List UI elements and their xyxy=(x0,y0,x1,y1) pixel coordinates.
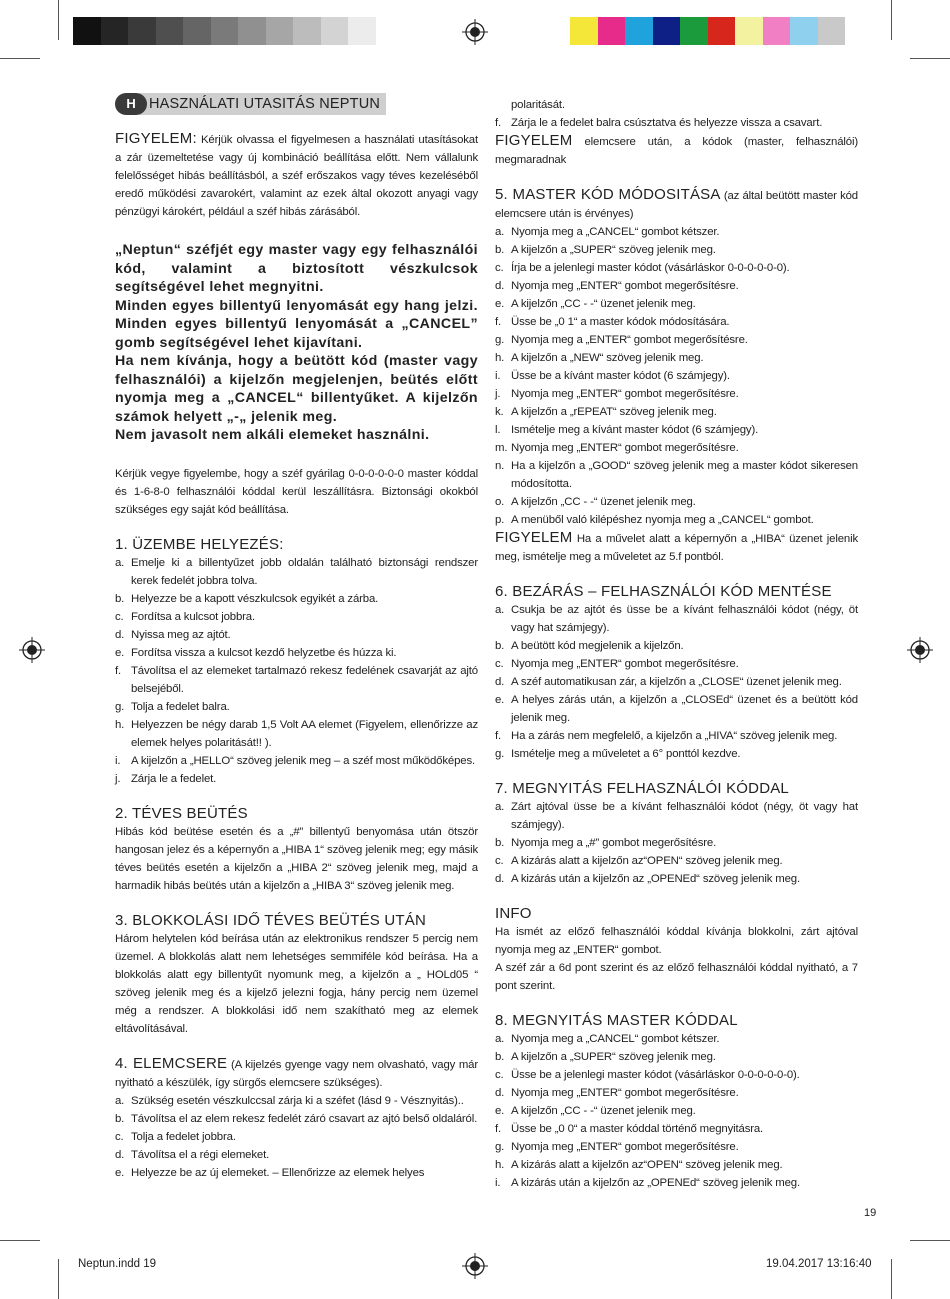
color-swatch xyxy=(763,17,791,45)
list-item xyxy=(495,385,858,403)
process-color-bar xyxy=(570,17,845,45)
list-item-marker: g. xyxy=(495,334,505,346)
list-item-marker: b. xyxy=(495,640,505,652)
list-item xyxy=(495,1156,858,1174)
list-item xyxy=(495,1138,858,1156)
list-item-marker: l. xyxy=(495,424,501,436)
list-item-marker: g. xyxy=(495,1141,505,1153)
list-item-text: Helyezze be a kapott vészkulcsok egyikét a zárba. xyxy=(131,592,379,605)
list-item xyxy=(495,259,858,277)
list-item-marker: i. xyxy=(495,370,501,382)
list-item-text: A kijelzőn „CC - -“ üzenet jelenik meg. xyxy=(511,496,696,508)
list-item-marker: b. xyxy=(495,244,505,256)
list-item-text: A kijelzőn a „NEW“ szöveg jelenik meg. xyxy=(511,352,704,364)
color-swatch xyxy=(598,17,626,45)
list-item xyxy=(495,691,858,727)
section-title: 2. TÉVES BEÜTÉS xyxy=(115,804,248,822)
list-item xyxy=(115,626,478,644)
registration-mark-icon xyxy=(462,19,488,45)
color-swatch xyxy=(818,17,846,45)
list-item-text: Nyissa meg az ajtót. xyxy=(131,628,231,641)
list-item xyxy=(495,745,858,763)
crop-mark xyxy=(58,1259,59,1299)
list-item xyxy=(495,1030,858,1048)
intro-paragraph xyxy=(115,130,478,221)
list-item-text: Helyezzen be négy darab 1,5 Volt AA elemet (Figyelem, ellenőrizze az elemek helyes polaritását!! ). xyxy=(131,718,478,749)
section-subtitle: (A kijelzés gyenge vagy nem olvasható, vagy már nyitható a készülék, így sürgős elemcsere szükséges). xyxy=(115,1058,479,1089)
list-item xyxy=(115,644,478,662)
list-item xyxy=(115,752,478,770)
color-swatch xyxy=(653,17,681,45)
list-item-marker: c. xyxy=(495,855,504,867)
section-title: 7. MEGNYITÁS FELHASZNÁLÓI KÓDDAL xyxy=(495,780,789,797)
list-item-marker: a. xyxy=(115,1094,125,1107)
list-item-text: Emelje ki a billentyűzet jobb oldalán található biztonsági rendszer kerek fedelét jobbra tolva. xyxy=(131,556,478,587)
list-item xyxy=(495,637,858,655)
list-item-marker: f. xyxy=(495,730,502,742)
list-item xyxy=(495,798,858,834)
list-item xyxy=(495,241,858,259)
info-paragraph: A széf zár a 6d pont szerint és az előző felhasználói kóddal nyitható, a 7 pont szerint. xyxy=(495,962,858,992)
crop-mark xyxy=(910,58,950,59)
list-item-text: A kijelzőn „CC - -“ üzenet jelenik meg. xyxy=(511,1105,696,1117)
list-item-marker: a. xyxy=(495,1033,505,1045)
warning-label: FIGYELEM xyxy=(495,529,573,546)
list-item xyxy=(495,1102,858,1120)
list-item-text: Nyomja meg a „CANCEL“ gombot kétszer. xyxy=(511,1033,720,1045)
list-item-marker: b. xyxy=(495,1051,505,1063)
list-item-marker: d. xyxy=(495,280,505,292)
section-title: 8. MEGNYITÁS MASTER KÓDDAL xyxy=(495,1012,738,1029)
list-item xyxy=(115,1110,478,1128)
bold-notice xyxy=(115,241,478,445)
list-item-text: Távolítsa el az elemeket tartalmazó rekesz fedelének csavarját az ajtó belsejéből. xyxy=(131,664,478,695)
footer-timestamp: 19.04.2017 13:16:40 xyxy=(766,1258,872,1270)
battery-steps-continued xyxy=(495,96,858,132)
list-item-marker: c. xyxy=(115,1130,124,1143)
list-item-text: A kijelzőn a „SUPER“ szöveg jelenik meg. xyxy=(511,1051,716,1063)
list-item xyxy=(495,367,858,385)
list-item-text: Távolítsa el az elem rekesz fedelét záró csavart az ajtó belső oldaláról. xyxy=(131,1112,478,1125)
section-title: 4. ELEMCSERE xyxy=(115,1054,228,1072)
list-item-marker: i. xyxy=(495,1177,501,1189)
registration-mark-icon xyxy=(19,637,45,663)
list-item-marker: b. xyxy=(115,1112,125,1125)
color-swatch xyxy=(321,17,349,45)
list-item-marker: h. xyxy=(495,1159,505,1171)
crop-mark xyxy=(891,0,892,40)
list-item-marker: a. xyxy=(115,556,125,569)
color-swatch xyxy=(708,17,736,45)
opening-master-code-steps-list xyxy=(495,1030,858,1192)
list-item-marker: f. xyxy=(495,117,502,129)
bold-notice-line: Nem javasolt nem alkáli elemeket használni. xyxy=(115,427,430,443)
language-badge: H xyxy=(115,93,147,115)
list-item xyxy=(115,1146,478,1164)
list-item xyxy=(495,834,858,852)
list-item xyxy=(495,331,858,349)
list-item-marker: e. xyxy=(495,1105,505,1117)
factory-code-note: Kérjük vegye figyelembe, hogy a széf gyárilag 0-0-0-0-0-0 master kóddal és 1-6-8-0 felhasználói kóddal kerül leszállításra. Biztonsági okokból szükséges egy saját kód beállítása. xyxy=(115,467,478,516)
list-item-marker: o. xyxy=(495,496,505,508)
list-item-marker: c. xyxy=(495,1069,504,1081)
list-item xyxy=(495,223,858,241)
list-item xyxy=(495,421,858,439)
page-title-bar xyxy=(115,92,478,116)
list-item-text: A kijelzőn a „rEPEAT“ szöveg jelenik meg. xyxy=(511,406,717,418)
section-title: 1. ÜZEMBE HELYEZÉS: xyxy=(115,535,284,553)
list-item xyxy=(495,870,858,888)
list-item-marker: p. xyxy=(495,514,505,526)
list-item-text: Írja be a jelenlegi master kódot (vásárláskor 0-0-0-0-0-0). xyxy=(511,262,790,274)
warning-label: FIGYELEM xyxy=(495,132,573,149)
list-item xyxy=(115,770,478,788)
list-item-text: Csukja be az ajtót és üsse be a kívánt felhasználói kódot (négy, öt vagy hat számjegy). xyxy=(511,604,858,634)
bold-notice-line: „Neptun“ széfjét egy master vagy egy felhasználói kód, valamint a biztosított vészkulcsok segítségével lehet megnyitni. xyxy=(115,242,478,295)
list-item-marker: e. xyxy=(115,1166,125,1179)
list-item xyxy=(495,511,858,529)
list-item xyxy=(115,698,478,716)
list-item-text: A kizárás után a kijelzőn az „OPENEd“ szöveg jelenik meg. xyxy=(511,1177,801,1189)
wrong-entry-text: Hibás kód beütése esetén és a „#” billentyű benyomása után ötször hangosan jelez és a képernyőn a „HIBA 1“ szöveg jelenik meg; egy másik téves beütés esetén a kijelzőn a „HIBA 2“ szöveg jelenik meg, majd a harmadik hibás beütés után a kijelzőn a „HIBA 3“ szöveg jelenik meg. xyxy=(115,825,478,892)
list-item-marker xyxy=(495,96,511,114)
list-item-text: Nyomja meg „ENTER“ gombot megerősítésre. xyxy=(511,1087,739,1099)
crop-mark xyxy=(910,1240,950,1241)
list-item-text: Üsse be a jelenlegi master kódot (vásárláskor 0-0-0-0-0-0). xyxy=(511,1069,800,1081)
color-swatch xyxy=(266,17,294,45)
list-item-text: Fordítsa a kulcsot jobbra. xyxy=(131,610,255,623)
list-item-text: A kizárás alatt a kijelzőn az“OPEN“ szöveg jelenik meg. xyxy=(511,1159,783,1171)
color-swatch xyxy=(211,17,239,45)
left-column xyxy=(115,92,478,1182)
crop-mark xyxy=(0,58,40,59)
list-item-marker: n. xyxy=(495,460,505,472)
list-item-marker: j. xyxy=(115,772,121,785)
list-item-marker: f. xyxy=(495,316,502,328)
color-swatch xyxy=(625,17,653,45)
list-item-marker: b. xyxy=(495,837,505,849)
list-item-marker: c. xyxy=(495,262,504,274)
warning-label: FIGYELEM: xyxy=(115,130,197,147)
list-item-marker: c. xyxy=(115,610,124,623)
list-item-text: Nyomja meg „ENTER“ gombot megerősítésre. xyxy=(511,658,739,670)
list-item-text: Nyomja meg a „#” gombot megerősítésre. xyxy=(511,837,717,849)
list-item xyxy=(115,1092,478,1110)
list-item-text: Nyomja meg „ENTER“ gombot megerősítésre. xyxy=(511,388,739,400)
list-item xyxy=(495,349,858,367)
list-item-text: Nyomja meg „ENTER“ gombot megerősítésre. xyxy=(511,1141,739,1153)
master-code-steps-list xyxy=(495,223,858,529)
list-item-marker: a. xyxy=(495,801,505,813)
list-item-text: Nyomja meg a „CANCEL“ gombot kétszer. xyxy=(511,226,720,238)
list-item-text: Ha a zárás nem megfelelő, a kijelzőn a „HIVA“ szöveg jelenik meg. xyxy=(511,730,838,742)
setup-steps-list xyxy=(115,554,478,788)
footer-file-name: Neptun.indd 19 xyxy=(78,1258,157,1270)
master-code-note: FIGYELEM Ha a művelet alatt a képernyőn a „HIBA“ üzenet jelenik meg, ismételje meg a műveletet az 5.f pontból. xyxy=(495,529,858,563)
list-item-text: Zárt ajtóval üsse be a kívánt felhasználói kódot (négy, öt vagy hat számjegy). xyxy=(511,801,858,831)
list-item-marker: f. xyxy=(495,1123,502,1135)
list-item-marker: d. xyxy=(495,676,505,688)
list-item-marker: b. xyxy=(115,592,125,605)
list-item-text: polaritását. xyxy=(511,99,565,111)
list-item-text: A kijelzőn a „SUPER“ szöveg jelenik meg. xyxy=(511,244,716,256)
opening-user-code-steps-list xyxy=(495,798,858,888)
color-swatch xyxy=(101,17,129,45)
list-item xyxy=(495,295,858,313)
list-item-text: A kijelzőn „CC - -“ üzenet jelenik meg. xyxy=(511,298,696,310)
list-item xyxy=(495,403,858,421)
section-title: INFO xyxy=(495,905,532,922)
master-code-section-heading xyxy=(495,185,858,223)
list-item-text: Ismételje meg a műveletet a 6° ponttól kezdve. xyxy=(511,748,741,760)
crop-mark xyxy=(891,1259,892,1299)
list-item-marker: g. xyxy=(115,700,125,713)
list-item-marker: d. xyxy=(115,628,125,641)
list-item xyxy=(495,1120,858,1138)
list-item-marker: h. xyxy=(115,718,125,731)
list-item-text: A beütött kód megjelenik a kijelzőn. xyxy=(511,640,684,652)
list-item xyxy=(495,1066,858,1084)
list-item-marker: e. xyxy=(495,694,505,706)
list-item-text: Szükség esetén vészkulccsal zárja ki a széfet (lásd 9 - Vésznyitás).. xyxy=(131,1094,464,1107)
list-item-text: Zárja le a fedelet balra csúsztatva és helyezze vissza a csavart. xyxy=(511,117,823,129)
list-item-text: Nyomja meg a „ENTER“ gombot megerősítésre. xyxy=(511,334,748,346)
list-item-text: A kizárás után a kijelzőn az „OPENEd“ szöveg jelenik meg. xyxy=(511,873,801,885)
color-swatch xyxy=(680,17,708,45)
list-item xyxy=(495,1174,858,1192)
list-item-marker: i. xyxy=(115,754,121,767)
grayscale-color-bar xyxy=(73,17,376,45)
list-item-marker: g. xyxy=(495,748,505,760)
list-item-marker: k. xyxy=(495,406,504,418)
battery-steps-list xyxy=(115,1092,478,1182)
right-column xyxy=(495,96,858,1192)
list-item xyxy=(495,96,858,114)
section-title: 5. MASTER KÓD MÓDOSITÁSA xyxy=(495,186,721,203)
list-item xyxy=(495,655,858,673)
list-item xyxy=(495,493,858,511)
color-swatch xyxy=(73,17,101,45)
list-item xyxy=(495,457,858,493)
list-item xyxy=(495,673,858,691)
color-swatch xyxy=(183,17,211,45)
list-item-marker: a. xyxy=(495,604,505,616)
list-item-text: A menüből való kilépéshez nyomja meg a „CANCEL“ gombot. xyxy=(511,514,814,526)
list-item-text: Ismételje meg a kívánt master kódot (6 számjegy). xyxy=(511,424,759,436)
list-item-marker: f. xyxy=(115,664,122,677)
list-item-text: Zárja le a fedelet. xyxy=(131,772,217,785)
list-item xyxy=(495,114,858,132)
list-item-marker: d. xyxy=(495,1087,505,1099)
list-item xyxy=(495,852,858,870)
registration-mark-icon xyxy=(462,1253,488,1279)
list-item-text: Távolítsa el a régi elemeket. xyxy=(131,1148,270,1161)
section-title: 6. BEZÁRÁS – FELHASZNÁLÓI KÓD MENTÉSE xyxy=(495,583,832,600)
list-item-marker: c. xyxy=(495,658,504,670)
color-swatch xyxy=(570,17,598,45)
list-item-marker: h. xyxy=(495,352,505,364)
list-item-text: Helyezze be az új elemeket. – Ellenőrizze az elemek helyes xyxy=(131,1166,425,1179)
color-swatch xyxy=(238,17,266,45)
list-item xyxy=(115,716,478,752)
list-item-text: Üsse be „0 0“ a master kóddal történő megnyitásra. xyxy=(511,1123,764,1135)
crop-mark xyxy=(0,1240,40,1241)
color-swatch xyxy=(790,17,818,45)
list-item-text: Tolja a fedelet balra. xyxy=(131,700,230,713)
page-number: 19 xyxy=(864,1207,877,1219)
list-item xyxy=(495,601,858,637)
list-item xyxy=(115,608,478,626)
list-item-marker: e. xyxy=(115,646,125,659)
list-item-text: Üsse be a kívánt master kódot (6 számjegy). xyxy=(511,370,730,382)
list-item-text: A helyes zárás után, a kijelzőn a „CLOSEd“ üzenet és a beütött kód jelenik meg. xyxy=(511,694,858,724)
list-item xyxy=(495,439,858,457)
bold-notice-line: Ha nem kívánja, hogy a beütött kód (master vagy felhasználói) a kijelzőn megjelenjen, beütés előtt nyomja meg a „CANCEL“ billentyűket. A kijelzőn számok helyett „-„ jelenik meg. xyxy=(115,353,478,425)
list-item xyxy=(115,554,478,590)
list-item-marker: a. xyxy=(495,226,505,238)
page-title: HASZNÁLATI UTASITÁS NEPTUN xyxy=(139,93,386,115)
list-item xyxy=(115,590,478,608)
crop-mark xyxy=(58,0,59,40)
blocking-time-text: Három helytelen kód beírása után az elektronikus rendszer 5 percig nem üzemel. A blokkolás alatt nem lehetséges semmiféle kód beírása. Ha a blokkolás alatt egy billentyűt nyomunk meg, a kijelzőn a „ HOLd05 “ szöveg jelenik meg és a kijelző jelezni fogja, hány percig nem üzemel még a rendszer. A blokkolási idő nem szakítható meg az elemek eltávolításával. xyxy=(115,932,478,1035)
bold-notice-line: Minden egyes billentyű lenyomását egy hang jelzi. Minden egyes billentyű lenyomását a „CANCEL” gomb segítségével lehet kijavítani. xyxy=(115,297,478,351)
list-item-marker: m. xyxy=(495,442,508,454)
info-paragraph: Ha ismét az előző felhasználói kóddal kívánja blokkolni, zárt ajtóval nyomja meg az „ENTER“ gombot. xyxy=(495,926,858,956)
list-item xyxy=(115,1164,478,1182)
battery-note: FIGYELEM elemcsere után, a kódok (master, felhasználói) megmaradnak xyxy=(495,132,858,166)
list-item xyxy=(495,277,858,295)
list-item xyxy=(115,662,478,698)
list-item xyxy=(495,313,858,331)
color-swatch xyxy=(293,17,321,45)
list-item-text: Üsse be „0 1“ a master kódok módosítására. xyxy=(511,316,730,328)
list-item xyxy=(495,1084,858,1102)
section-title: 3. BLOKKOLÁSI IDŐ TÉVES BEÜTÉS UTÁN xyxy=(115,911,426,929)
color-swatch xyxy=(156,17,184,45)
closing-steps-list xyxy=(495,601,858,763)
list-item-text: A kizárás alatt a kijelzőn az“OPEN“ szöveg jelenik meg. xyxy=(511,855,783,867)
list-item-text: Ha a kijelzőn a „GOOD“ szöveg jelenik meg a master kódot sikeresen módosította. xyxy=(511,460,858,490)
list-item xyxy=(495,1048,858,1066)
list-item-text: A széf automatikusan zár, a kijelzőn a „CLOSE“ üzenet jelenik meg. xyxy=(511,676,842,688)
list-item-text: A kijelzőn a „HELLO“ szöveg jelenik meg – a széf most működőképes. xyxy=(131,754,476,767)
list-item xyxy=(115,1128,478,1146)
list-item-marker: d. xyxy=(115,1148,125,1161)
color-swatch xyxy=(128,17,156,45)
list-item-text: Nyomja meg „ENTER“ gombot megerősítésre. xyxy=(511,280,739,292)
list-item-text: Fordítsa vissza a kulcsot kezdő helyzetbe és húzza ki. xyxy=(131,646,397,659)
list-item-marker: j. xyxy=(495,388,501,400)
intro-text: Kérjük olvassa el figyelmesen a használati utasításokat a zár üzemeltetése vagy új kombináció beállítása előtt. Nem vállalunk felelősséget hibás beállításból, a széf erőszakos vagy téves kezeléséből eredő működési zavarokért, valamint az ezek által okozott anyagi vagy pénzügyi károkért, például a széf hibás zárásából. xyxy=(115,134,479,218)
list-item-marker: d. xyxy=(495,873,505,885)
color-swatch xyxy=(735,17,763,45)
list-item-text: Tolja a fedelet jobbra. xyxy=(131,1130,236,1143)
registration-mark-icon xyxy=(907,637,933,663)
list-item xyxy=(495,727,858,745)
battery-section-heading xyxy=(115,1054,478,1092)
list-item-marker: e. xyxy=(495,298,505,310)
color-swatch xyxy=(348,17,376,45)
list-item-text: Nyomja meg „ENTER“ gombot megerősítésre. xyxy=(511,442,739,454)
section-subtitle: (az által beütött master kód elemcsere után is érvényes) xyxy=(495,190,858,220)
